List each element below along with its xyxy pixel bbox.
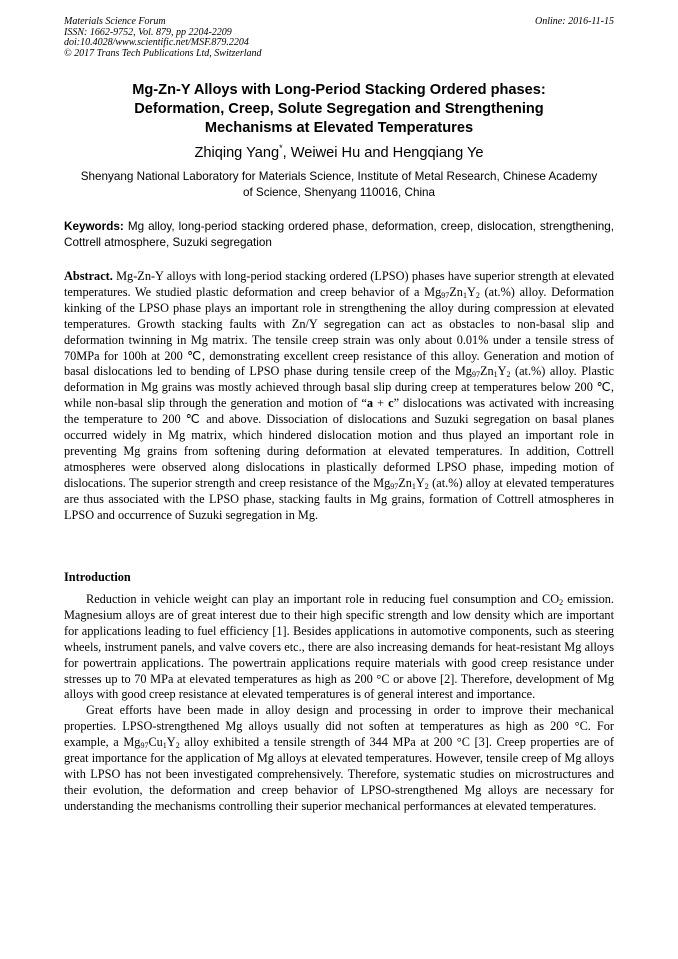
online-date: Online: 2016-11-15: [535, 16, 614, 27]
burgers-a: a: [366, 396, 374, 411]
abstract-text-2: (at.%) alloy. Deformation kinking of the LPSO phase plays an important role in strengthening the alloy during compression at elevated temperatures. Growth stacking faults with Zn/Y segregation can act as obstacles to non-basal slip and deformation twinning in Mg matrix. The tensile creep strain was only about 0.01% under a tensile stress of 70MPa for 100h at 200 ℃, demonstrating excellent creep resistance of this alloy. Generation and motion of basal dislocations led to bending of LPSO phase during tensile creep of the: [64, 284, 614, 379]
burgers-plus: +: [373, 396, 389, 411]
co-author-names: , Weiwei Hu and Hengqiang Ye: [282, 145, 484, 161]
journal-issn: ISSN: 1662-9752, Vol. 879, pp 2204-2209: [64, 26, 232, 38]
title-line-1: Mg-Zn-Y Alloys with Long-Period Stacking Ordered phases:: [132, 82, 546, 98]
affiliation: [64, 169, 614, 200]
title-line-2: Deformation, Creep, Solute Segregation and Strengthening: [134, 101, 544, 117]
affiliation-line-2: of Science, Shenyang 110016, China: [242, 185, 436, 199]
journal-header: [64, 17, 262, 59]
keywords-text: Mg alloy, long-period stacking ordered phase, deformation, creep, dislocation, strengthening, Cottrell atmosphere, Suzuki segregation: [64, 220, 614, 249]
paper-title: [64, 81, 614, 138]
keywords-label: Keywords:: [64, 220, 124, 233]
alloy-formula-cu: $Mg_{97}Cu_1Y_2$: [123, 735, 180, 751]
section-heading-introduction: Introduction: [64, 570, 131, 584]
abstract-text-1: Mg-Zn-Y alloys with long-period stacking ordered (LPSO) phases have superior strength at elevated temperatures. We studied plastic deformation and creep behavior of a: [64, 269, 614, 299]
abstract-text-3: (at.%) alloy. Plastic deformation in Mg grains was mostly achieved through basal slip during creep at temperatures below 200 ℃, while non-basal slip through the generation and motion of “: [64, 364, 614, 411]
burgers-c: c: [388, 396, 394, 411]
abstract-text-4: ” dislocations was activated with increasing the temperature to 200 ℃ and above. Dissociation of dislocations and Suzuki segregation on basal planes occurred widely in Mg matrix, which hindered dislocation motion and thus played an important role in preventing Mg grains from softening during deformation at elevated temperatures. In addition, Cottrell atmospheres were observed along dislocations in plastically deformed LPSO phase, impeding motion of dislocations. The superior strength and creep resistance of the: [64, 396, 614, 490]
introduction-body: [64, 592, 614, 815]
author-name: Zhiqing Yang: [194, 145, 280, 161]
journal-name: Materials Science Forum: [64, 16, 166, 27]
introduction-paragraph-1: Reduction in vehicle weight can play an important role in reducing fuel consumption and $CO_2$ emission. Magnesium alloys are of great interest due to their high specific strength and low density which are important for applications leading to fuel efficiency [1]. Besides applications in automotive components, such as steering wheels, instrument panels, and valve covers etc., there are also increasing demands for heat-resistant Mg alloys for powertrain applications. The powertrain applications require materials with good creep resistance under stresses up to 70 MPa at elevated temperatures as high as 200 °C or above [2]. Therefore, development of Mg alloys with good creep resistance at elevated temperatures is of general interest and importance.: [64, 592, 615, 702]
abstract: [64, 269, 614, 524]
alloy-formula: $Mg_{97}Zn_1Y_2$: [373, 475, 429, 491]
title-line-3: Mechanisms at Elevated Temperatures: [204, 120, 474, 136]
keywords: [64, 219, 614, 250]
introduction-paragraph-2: Great efforts have been made in alloy design and processing in order to improve their mechanical properties. LPSO-strengthened Mg alloys usually did not soften at temperatures as high as 200 °C. For example, a $Mg_{97}Cu_1Y_2$ alloy exhibited a tensile strength of 344 MPa at 200 °C [3]. Creep properties are of great importance for the application of Mg alloys at elevated temperatures. However, tensile creep of Mg alloys with LPSO has not been investigated comprehensively. Therefore, systematic studies on microstructures and their evolution, the deformation and creep behavior of LPSO-strengthened Mg alloys are necessary for understanding the mechanisms controlling their superior mechanical performances at elevated temperatures.: [64, 703, 614, 813]
journal-doi: doi:10.4028/www.scientific.net/MSF.879.2204: [64, 37, 249, 49]
abstract-label: Abstract.: [64, 269, 113, 283]
journal-copyright: © 2017 Trans Tech Publications Ltd, Switzerland: [64, 47, 262, 59]
alloy-formula: $Mg_{97}Zn_1Y_2$: [424, 284, 480, 300]
alloy-formula: $Mg_{97}Zn_1Y_2$: [454, 364, 511, 380]
affiliation-line-1: Shenyang National Laboratory for Materials Science, Institute of Metal Research, Chinese Academy: [80, 170, 598, 183]
author-list: [64, 144, 614, 162]
corresponding-author-mark: *: [279, 143, 283, 153]
abstract-text-5: (at.%) alloy at elevated temperatures are thus associated with the LPSO phase, stacking faults in Mg grains, formation of Cottrell atmospheres in LPSO and occurrence of Suzuki segregation in Mg.: [64, 475, 614, 522]
